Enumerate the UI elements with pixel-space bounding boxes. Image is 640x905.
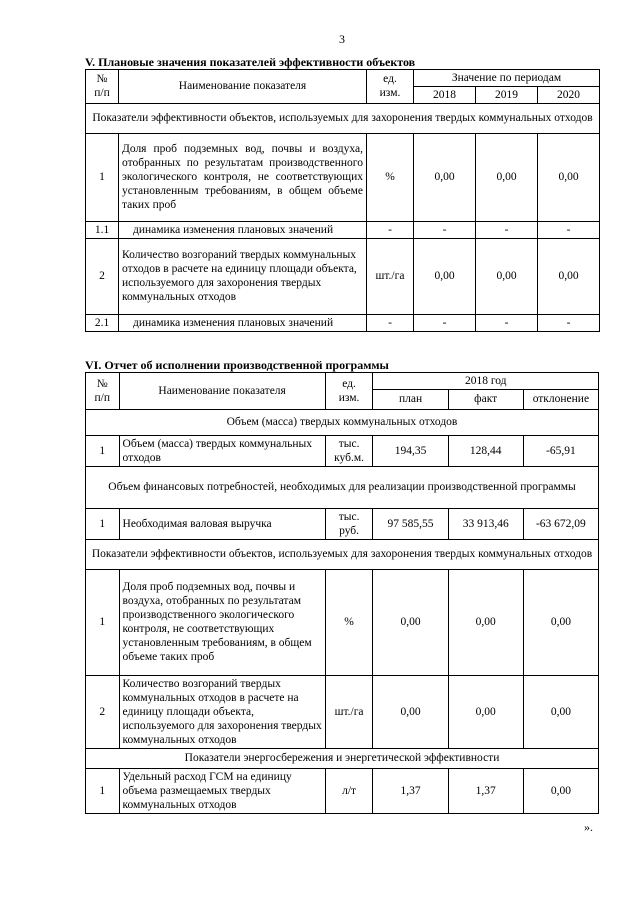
header-year: 2020 [538, 86, 600, 103]
row-value: -65,91 [523, 435, 598, 466]
row-name: динамика изменения плановых значений [119, 314, 367, 331]
row-value: 128,44 [448, 435, 523, 466]
table-group-row [86, 748, 599, 768]
group-title: Объем (масса) твердых коммунальных отходов [86, 409, 599, 435]
row-unit: % [325, 569, 373, 675]
row-value: -63 672,09 [523, 508, 598, 539]
row-value: 0,00 [373, 675, 448, 748]
row-value: - [538, 314, 600, 331]
table-row [86, 435, 599, 466]
table-row [86, 569, 599, 675]
closing-quote: ». [584, 819, 593, 834]
table-group-row [86, 466, 599, 508]
document-page [85, 32, 599, 835]
section5-table [85, 69, 600, 332]
row-name: Доля проб подземных вод, почвы и воздуха, отобранных по результатам производственного экологического контроля, не соответствующих установленным требованиям, в общем объеме таких проб [119, 133, 367, 221]
row-unit: - [367, 314, 414, 331]
row-value: 194,35 [373, 435, 448, 466]
row-name: Доля проб подземных вод, почвы и воздуха, отобранных по результатам производственного экологического контроля, не соответствующих установленным требованиям, в общем объеме таких проб [119, 569, 325, 675]
table-row [86, 133, 600, 221]
group-title: Показатели энергосбережения и энергетической эффективности [86, 748, 599, 768]
group-title: Показатели эффективности объектов, используемых для захоронения твердых коммунальных отходов [86, 539, 599, 569]
row-num: 1.1 [86, 221, 119, 238]
group-title: Показатели эффективности объектов, используемых для захоронения твердых коммунальных отходов [86, 103, 600, 133]
section6-title: VI. Отчет об исполнении производственной программы [85, 357, 389, 372]
row-value: - [414, 221, 476, 238]
row-unit: л/т [325, 768, 373, 813]
row-unit: шт./га [325, 675, 373, 748]
row-value: 1,37 [373, 768, 448, 813]
row-value: 0,00 [414, 238, 476, 314]
header-num: № п/п [86, 69, 119, 103]
page-number: 3 [339, 32, 345, 46]
row-unit: шт./га [367, 238, 414, 314]
table-group-row [86, 409, 599, 435]
row-value: 1,37 [448, 768, 523, 813]
row-value: - [476, 221, 538, 238]
row-value: - [538, 221, 600, 238]
table-row [86, 314, 600, 331]
table-row [86, 675, 599, 748]
row-num: 1 [86, 435, 120, 466]
header-year: 2019 [476, 86, 538, 103]
row-name: Объем (масса) твердых коммунальных отходов [119, 435, 325, 466]
table-header-row [86, 69, 600, 86]
row-value: 33 913,46 [448, 508, 523, 539]
row-name: Удельный расход ГСМ на единицу объема размещаемых твердых коммунальных отходов [119, 768, 325, 813]
header-unit: ед. изм. [367, 69, 414, 103]
section5-title: V. Плановые значения показателей эффективности объектов [85, 54, 416, 69]
table-group-row [86, 539, 599, 569]
row-value: 0,00 [523, 768, 598, 813]
table-group-row [86, 103, 600, 133]
row-name: динамика изменения плановых значений [119, 221, 367, 238]
row-num: 2 [86, 675, 120, 748]
header-col: факт [448, 389, 523, 409]
section6-table [85, 372, 599, 814]
row-unit: тыс. руб. [325, 508, 373, 539]
header-num: № п/п [86, 372, 120, 409]
row-value: - [414, 314, 476, 331]
row-name: Количество возгораний твердых коммунальных отходов в расчете на единицу площади объекта, используемого для захоронения твердых коммунальных отходов [119, 238, 367, 314]
row-unit: тыс. куб.м. [325, 435, 373, 466]
row-value: 0,00 [448, 675, 523, 748]
row-name: Необходимая валовая выручка [119, 508, 325, 539]
table-row [86, 768, 599, 813]
header-unit: ед. изм. [325, 372, 373, 409]
header-periods: Значение по периодам [414, 69, 600, 86]
row-value: 0,00 [476, 238, 538, 314]
row-name: Количество возгораний твердых коммунальных отходов в расчете на единицу площади объекта, используемого для захоронения твердых коммунальных отходов [119, 675, 325, 748]
row-value: 0,00 [523, 675, 598, 748]
row-num: 1 [86, 569, 120, 675]
row-num: 1 [86, 508, 120, 539]
group-title: Объем финансовых потребностей, необходимых для реализации производственной программы [86, 466, 599, 508]
row-num: 1 [86, 133, 119, 221]
row-value: 97 585,55 [373, 508, 448, 539]
row-value: - [476, 314, 538, 331]
row-unit: - [367, 221, 414, 238]
row-num: 1 [86, 768, 120, 813]
row-value: 0,00 [538, 133, 600, 221]
table-row [86, 238, 600, 314]
header-name: Наименование показателя [119, 372, 325, 409]
table-header-row [86, 372, 599, 389]
header-year: 2018 [414, 86, 476, 103]
header-col: план [373, 389, 448, 409]
header-name: Наименование показателя [119, 69, 367, 103]
row-unit: % [367, 133, 414, 221]
table-row [86, 221, 600, 238]
row-value: 0,00 [476, 133, 538, 221]
row-value: 0,00 [448, 569, 523, 675]
row-value: 0,00 [523, 569, 598, 675]
row-value: 0,00 [414, 133, 476, 221]
row-value: 0,00 [373, 569, 448, 675]
header-year: 2018 год [373, 372, 599, 389]
row-num: 2 [86, 238, 119, 314]
header-col: отклонение [523, 389, 598, 409]
table-row [86, 508, 599, 539]
row-value: 0,00 [538, 238, 600, 314]
row-num: 2.1 [86, 314, 119, 331]
